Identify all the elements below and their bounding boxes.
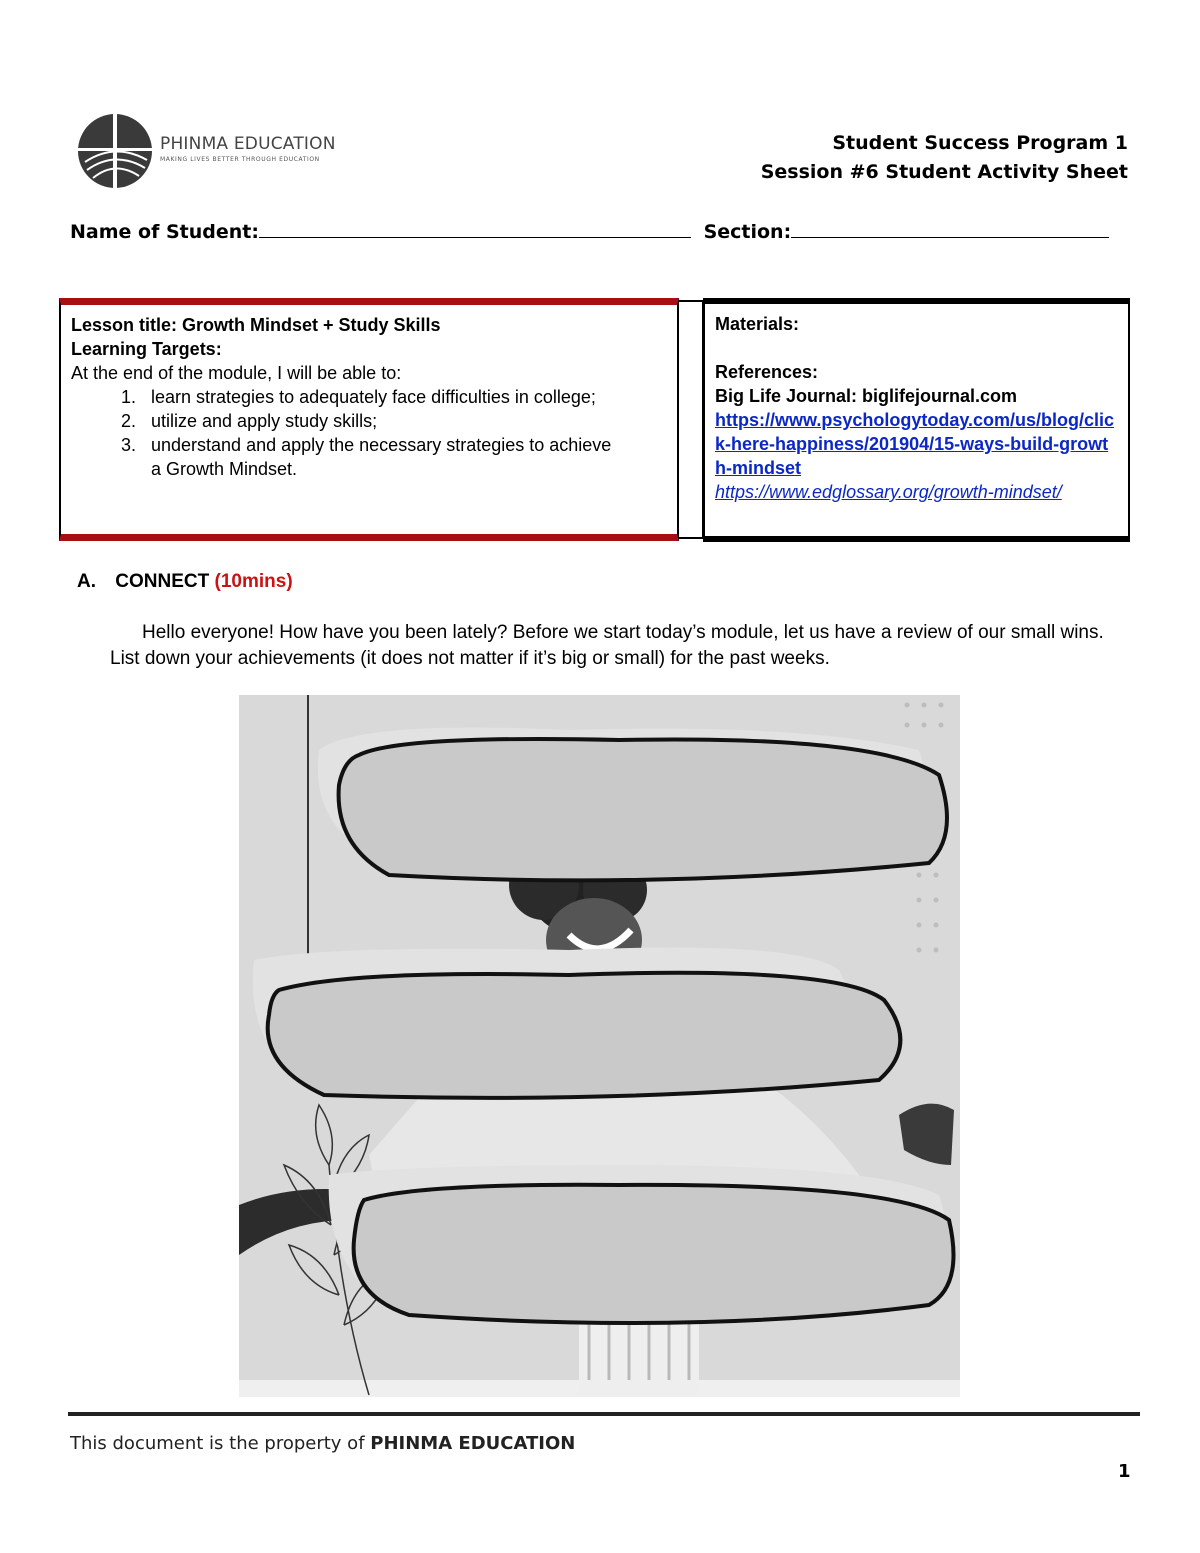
lesson-title: Lesson title: Growth Mindset + Study Skills bbox=[71, 315, 441, 335]
footer-property-text: This document is the property of bbox=[70, 1433, 365, 1454]
student-info-line bbox=[70, 221, 1109, 243]
connect-paragraph: Hello everyone! How have you been lately? Before we start today’s module, let us have a review of our small wins. List down your achievements (it does not matter if it’s big or small) for the past weeks. bbox=[110, 622, 1104, 669]
reference-biglifejournal: Big Life Journal: biglifejournal.com bbox=[715, 386, 1018, 406]
section-label: Section: bbox=[703, 221, 792, 243]
materials-box bbox=[703, 298, 1130, 542]
sheet-title: Session #6 Student Activity Sheet bbox=[760, 161, 1128, 183]
phinma-globe-icon bbox=[75, 112, 155, 190]
footer-divider bbox=[68, 1412, 1140, 1416]
footer-text bbox=[70, 1433, 575, 1454]
small-wins-illustration bbox=[239, 695, 960, 1397]
learning-targets-intro: At the end of the module, I will be able to: bbox=[71, 363, 402, 383]
name-label: Name of Student: bbox=[70, 221, 259, 243]
section-duration: (10mins) bbox=[214, 571, 293, 592]
list-item: 1. learn strategies to adequately face difficulties in college; bbox=[141, 385, 667, 409]
section-title: CONNECT bbox=[115, 571, 210, 592]
list-item: 3. understand and apply the necessary strategies to achieve a Growth Mindset. bbox=[141, 433, 621, 481]
program-title: Student Success Program 1 bbox=[832, 132, 1128, 154]
section-a-heading bbox=[77, 571, 293, 593]
achievement-blob-3[interactable] bbox=[329, 1165, 954, 1323]
references-label: References: bbox=[715, 362, 819, 382]
materials-label: Materials: bbox=[715, 314, 800, 334]
logo-name: PHINMA EDUCATION bbox=[160, 134, 336, 154]
learning-targets-list bbox=[71, 385, 667, 481]
phinma-logo bbox=[75, 112, 345, 190]
page-number: 1 bbox=[1118, 1461, 1131, 1482]
name-field[interactable] bbox=[259, 221, 691, 238]
section-field[interactable] bbox=[791, 221, 1109, 238]
achievement-blob-1[interactable] bbox=[318, 728, 947, 881]
reference-link-psychologytoday[interactable]: https://www.psychologytoday.com/us/blog/click-here-happiness/201904/15-ways-build-growth-mindset bbox=[715, 410, 1115, 478]
reference-link-edglossary[interactable]: https://www.edglossary.org/growth-mindset/ bbox=[715, 482, 1062, 502]
box-spacer bbox=[679, 300, 704, 539]
footer-owner: PHINMA EDUCATION bbox=[370, 1433, 576, 1454]
section-letter: A. bbox=[77, 571, 96, 592]
logo-tagline: MAKING LIVES BETTER THROUGH EDUCATION bbox=[160, 156, 320, 163]
list-item: 2. utilize and apply study skills; bbox=[141, 409, 667, 433]
achievement-blob-2[interactable] bbox=[253, 948, 901, 1098]
lesson-box bbox=[59, 298, 679, 541]
learning-targets-label: Learning Targets: bbox=[71, 339, 222, 359]
